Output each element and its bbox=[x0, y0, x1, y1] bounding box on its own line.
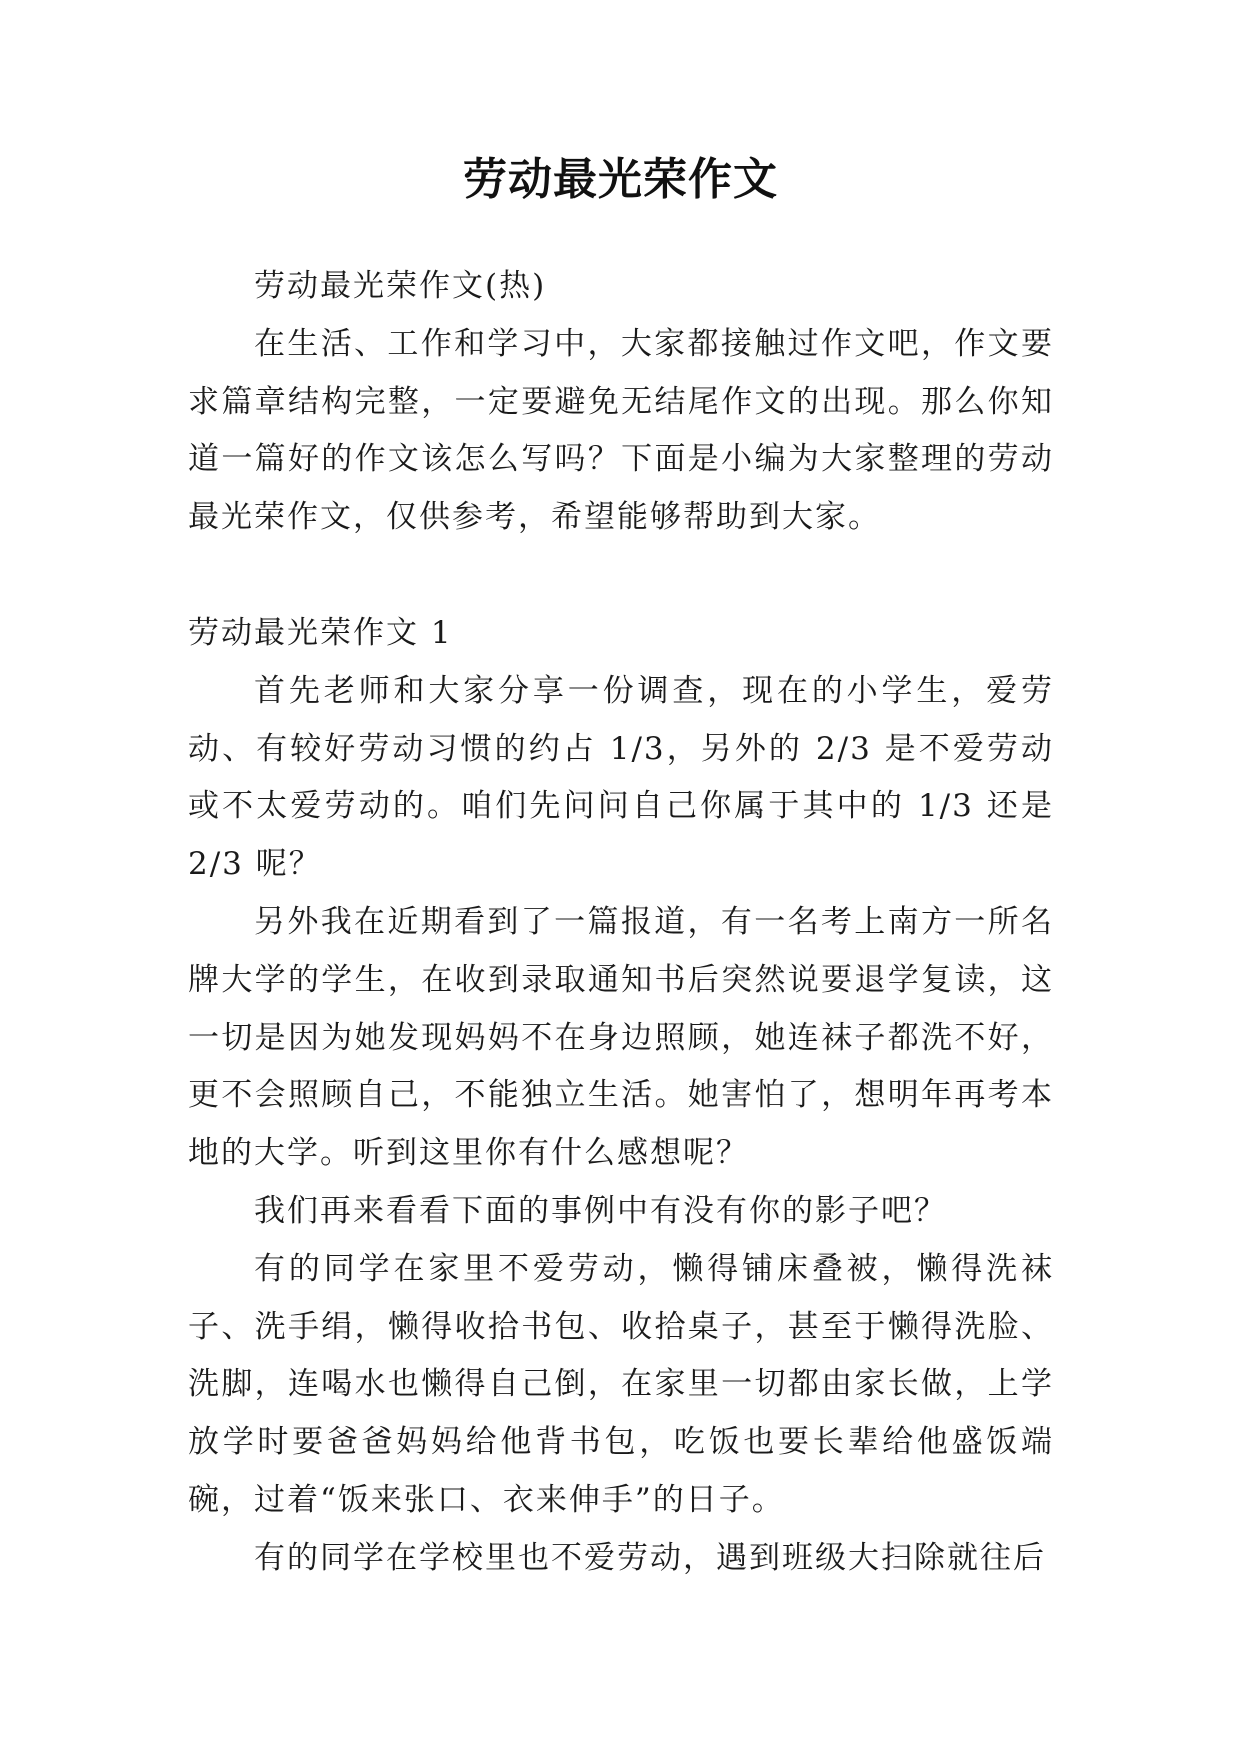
section-heading: 劳动最光荣作文 1 bbox=[188, 614, 453, 651]
document-title: 劳动最光荣作文 bbox=[463, 154, 778, 205]
body-paragraph: 有的同学在家里不爱劳动，懒得铺床叠被，懒得洗袜子、洗手绢，懒得收拾书包、收拾桌子，甚至于懒得洗脸、洗脚，连喝水也懒得自己倒，在家里一切都由家长做，上学放学时要爸爸妈妈给他背书包，吃饭也要长辈给他盛饭端碗，过着“饭来张口、衣来伸手”的日子。 bbox=[188, 1250, 1054, 1518]
body-paragraph: 另外我在近期看到了一篇报道，有一名考上南方一所名牌大学的学生，在收到录取通知书后突然说要退学复读，这一切是因为她发现妈妈不在身边照顾，她连袜子都洗不好，更不会照顾自己，不能独立生活。她害怕了，想明年再考本地的大学。听到这里你有什么感想呢？ bbox=[188, 903, 1054, 1172]
body-paragraph: 首先老师和大家分享一份调查，现在的小学生，爱劳动、有较好劳动习惯的约占 1/3，另外的 2/3 是不爱劳动或不太爱劳动的。咱们先问问自己你属于其中的 1/3 还是 2/3 呢？ bbox=[188, 672, 1054, 883]
body-paragraph: 我们再来看看下面的事例中有没有你的影子吧？ bbox=[254, 1192, 947, 1229]
intro-paragraph: 在生活、工作和学习中，大家都接触过作文吧，作文要求篇章结构完整，一定要避免无结尾作文的出现。那么你知道一篇好的作文该怎么写吗？下面是小编为大家整理的劳动最光荣作文，仅供参考，希望能够帮助到大家。 bbox=[188, 325, 1054, 536]
subtitle-paragraph: 劳动最光荣作文(热) bbox=[254, 268, 547, 304]
document-body bbox=[188, 258, 1054, 1588]
body-paragraph: 有的同学在学校里也不爱劳动，遇到班级大扫除就往后 bbox=[254, 1539, 1046, 1576]
